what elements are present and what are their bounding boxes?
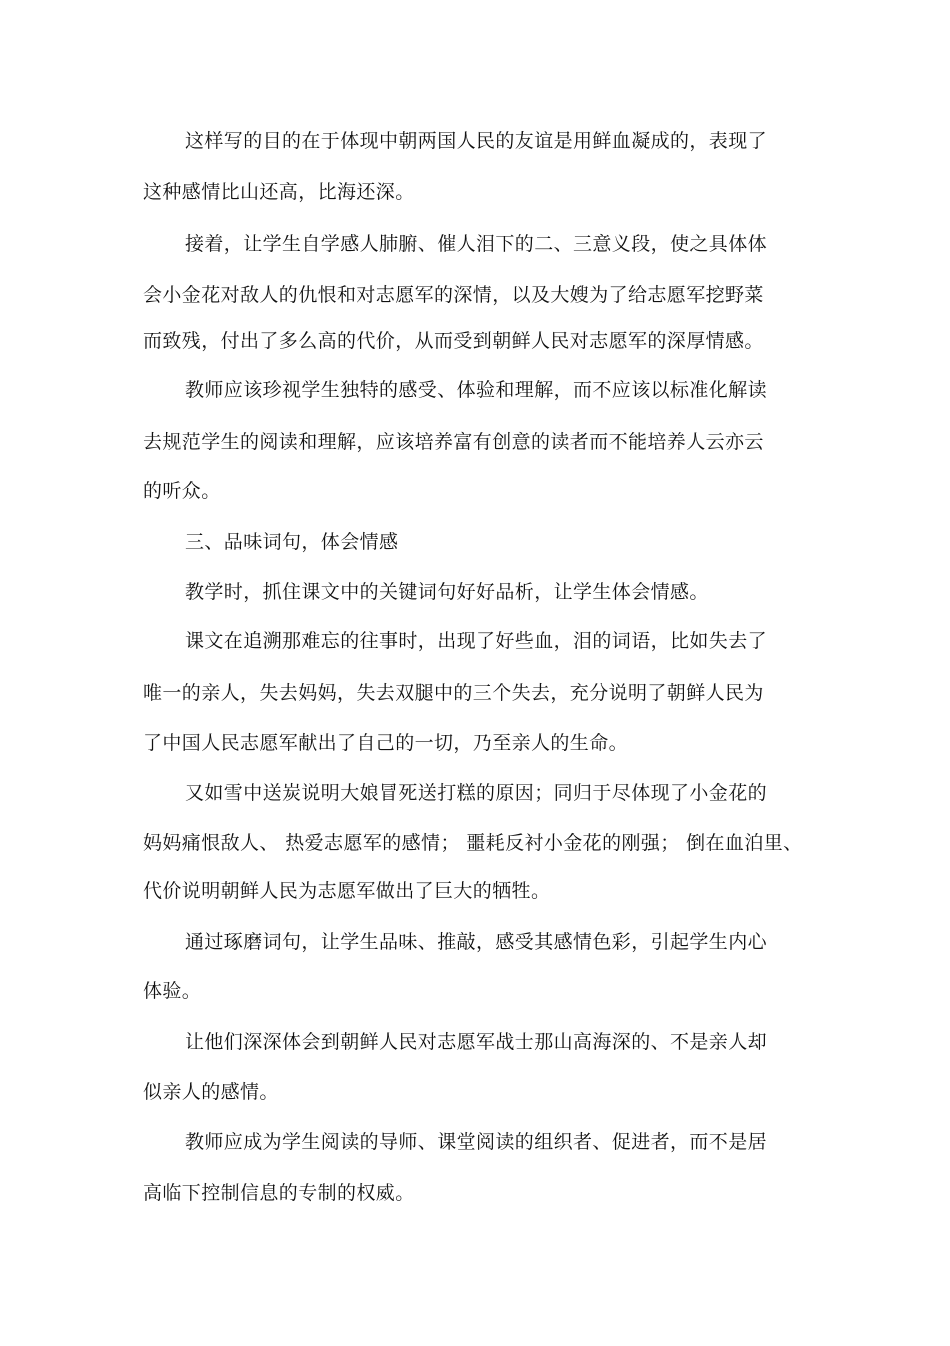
paragraph-line: 会小金花对敌人的仇恨和对志愿军的深情，以及大嫂为了给志愿军挖野菜 bbox=[143, 284, 764, 306]
paragraph-line: 课文在追溯那难忘的往事时，出现了好些血，泪的词语，比如失去了 bbox=[185, 630, 768, 652]
paragraph-line: 教学时，抓住课文中的关键词句好好品析，让学生体会情感。 bbox=[185, 581, 709, 603]
section-heading: 三、品味词句，体会情感 bbox=[185, 531, 399, 553]
paragraph-line: 代价说明朝鲜人民为志愿军做出了巨大的牺牲。 bbox=[143, 880, 551, 902]
paragraph-line: 又如雪中送炭说明大娘冒死送打糕的原因；同归于尽体现了小金花的 bbox=[185, 782, 768, 804]
paragraph-line: 这种感情比山还高，比海还深。 bbox=[143, 181, 415, 203]
paragraph-line: 接着，让学生自学感人肺腑、催人泪下的二、三意义段，使之具体体 bbox=[185, 233, 768, 255]
paragraph-line: 通过琢磨词句，让学生品味、推敲，感受其感情色彩，引起学生内心 bbox=[185, 931, 768, 953]
paragraph-line: 这样写的目的在于体现中朝两国人民的友谊是用鲜血凝成的，表现了 bbox=[185, 130, 768, 152]
paragraph-line: 高临下控制信息的专制的权威。 bbox=[143, 1182, 415, 1204]
paragraph-line: 唯一的亲人，失去妈妈，失去双腿中的三个失去，充分说明了朝鲜人民为 bbox=[143, 682, 764, 704]
paragraph-line: 而致残，付出了多么高的代价，从而受到朝鲜人民对志愿军的深厚情感。 bbox=[143, 330, 764, 352]
paragraph-line: 让他们深深体会到朝鲜人民对志愿军战士那山高海深的、不是亲人却 bbox=[185, 1031, 768, 1053]
paragraph-line: 教师应该珍视学生独特的感受、体验和理解，而不应该以标准化解读 bbox=[185, 379, 768, 401]
paragraph-line: 了中国人民志愿军献出了自己的一切，乃至亲人的生命。 bbox=[143, 732, 629, 754]
paragraph-line: 去规范学生的阅读和理解，应该培养富有创意的读者而不能培养人云亦云 bbox=[143, 431, 764, 453]
paragraph-line: 的听众。 bbox=[143, 480, 221, 502]
paragraph-line: 妈妈痛恨敌人、 热爱志愿军的感情； 噩耗反衬小金花的刚强； 倒在血泊里、 bbox=[143, 832, 803, 854]
paragraph-line: 教师应成为学生阅读的导师、课堂阅读的组织者、促进者，而不是居 bbox=[185, 1131, 768, 1153]
paragraph-line: 似亲人的感情。 bbox=[143, 1081, 279, 1103]
paragraph-line: 体验。 bbox=[143, 980, 202, 1002]
